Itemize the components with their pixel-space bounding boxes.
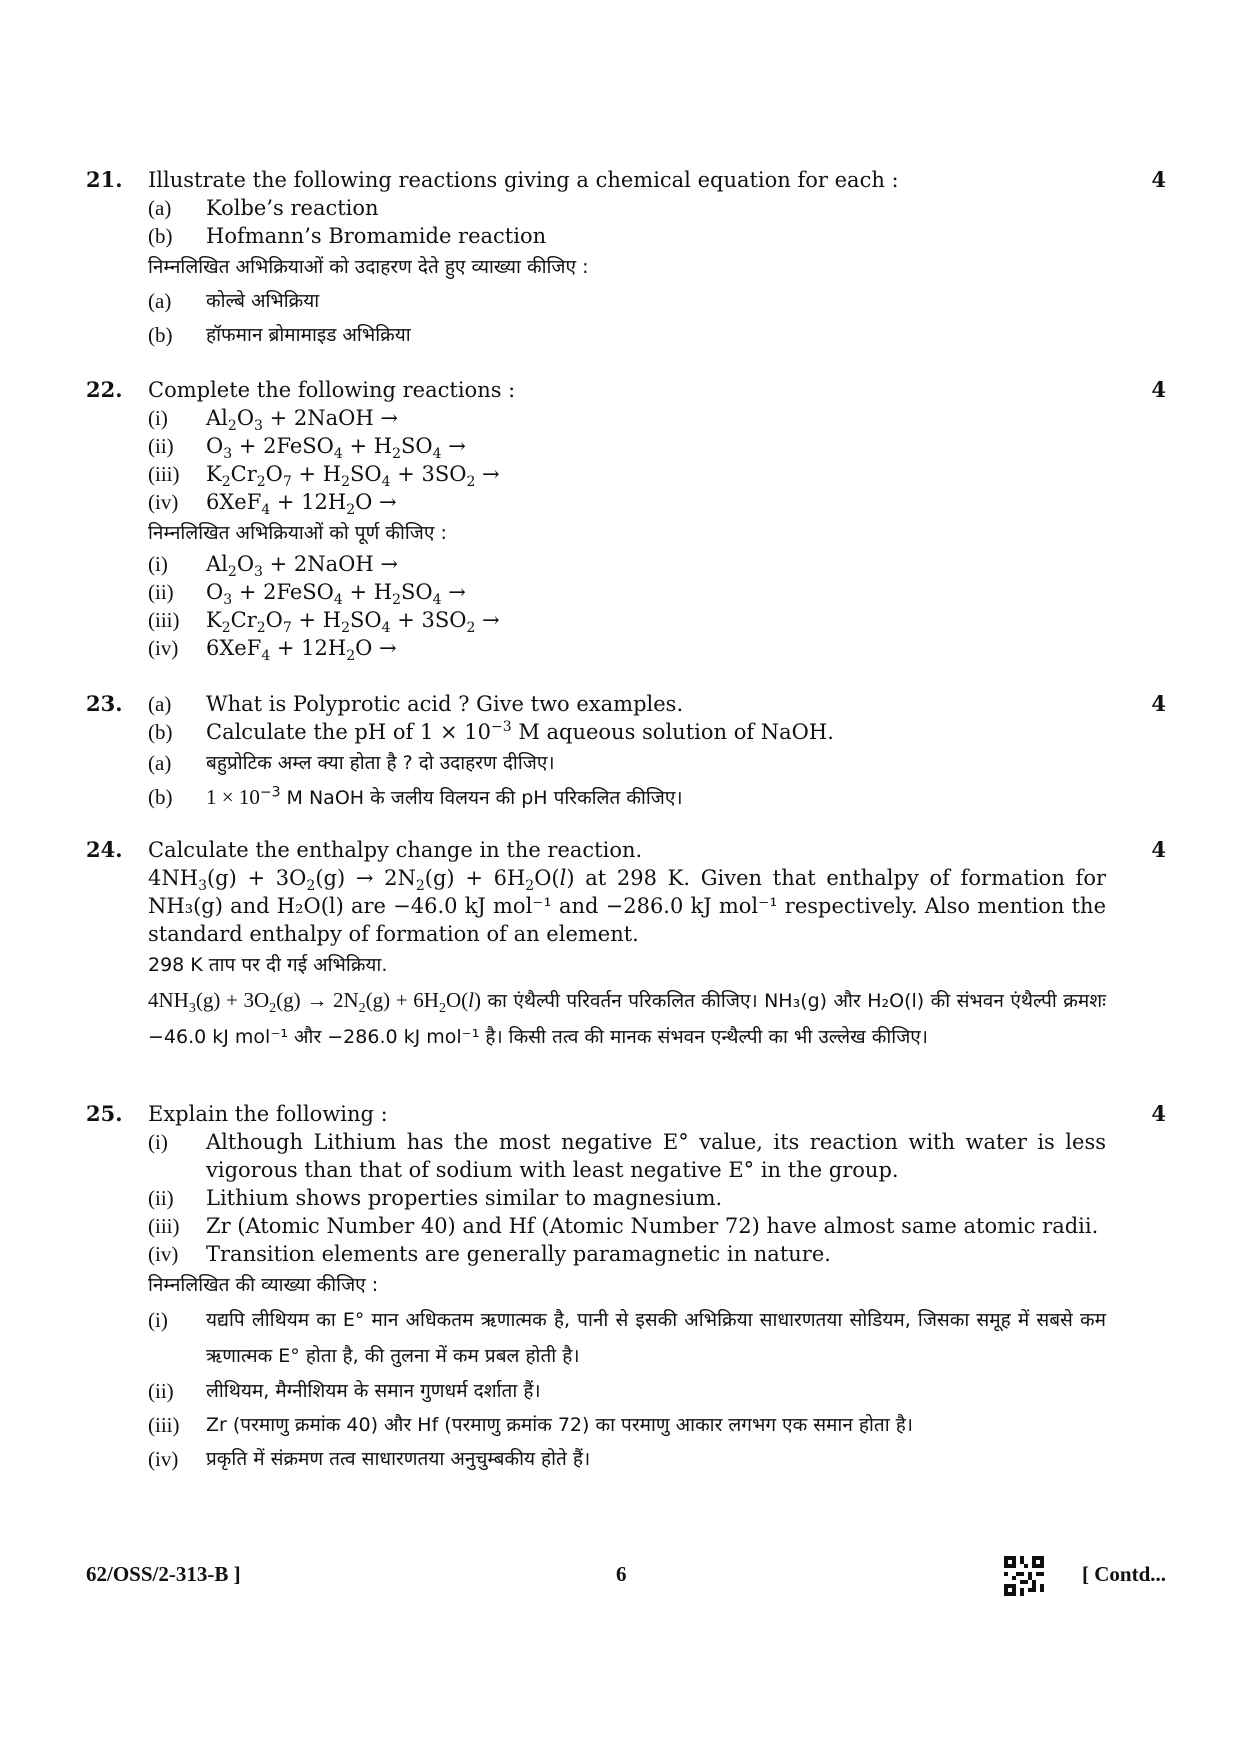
question-number: 21. [86, 167, 123, 192]
sub-item: (b) हॉफमान ब्रोमामाइड अभिक्रिया [148, 323, 411, 347]
question-stem-en: Explain the following : [148, 1102, 388, 1126]
page-footer [86, 1556, 1166, 1596]
continued-label: [ Contd... [1081, 1562, 1166, 1586]
sub-item: (i) Although Lithium has the most negative E° value, its reaction with water is less vigorous than that of sodium with least negative E° in the group. [148, 1130, 1106, 1182]
sub-item: (b) Hofmann’s Bromamide reaction [148, 224, 547, 248]
question-text-hi: $4NH_3(g) + 3O_2(g) \to 2N_2(g) + 6H_2O(l)$ का एंथैल्पी परिवर्तन परिकलित कीजिए। NH₃(g) और H₂O(l) की संभवन एंथैल्पी क्रमशः −46.0 kJ mol⁻¹ और −286.0 kJ mol⁻¹ है। किसी तत्व की मानक संभवन एन्थैल्पी का भी उल्लेख कीजिए। [148, 988, 1107, 1048]
reaction: (ii) $O_3$ + 2FeSO$_4$ + $H_2SO_4$ → [148, 580, 466, 609]
marks: 4 [1151, 1101, 1166, 1126]
question-number: 22. [86, 377, 123, 402]
sub-item: (ii) Lithium shows properties similar to magnesium. [148, 1186, 723, 1210]
page-number: 6 [616, 1562, 627, 1586]
question-text-en: $4NH_3(g) + 3O_2(g) \to 2N_2(g) + 6H_2O(l)$ at 298 K. Given that enthalpy of formation for NH₃(g) and H₂O(l) are −46.0 kJ mol⁻¹ and −286.0 kJ mol⁻¹ respectively. Also mention the standard enthalpy of formation of an element. [148, 866, 1107, 946]
reaction: (ii) $O_3$ + 2FeSO$_4$ + $H_2SO_4$ → [148, 434, 466, 463]
question-stem-hi: निम्नलिखित अभिक्रियाओं को उदाहरण देते हुए व्याख्या कीजिए : [148, 256, 589, 278]
question-stem-en: Calculate the enthalpy change in the reaction. [148, 838, 643, 862]
question-stem-en: Complete the following reactions : [148, 378, 516, 402]
sub-item: (b) Calculate the pH of $1 \times 10^{-3}$ M aqueous solution of NaOH. [148, 719, 834, 744]
reaction: (iii) $K_2Cr_2O_7 + H_2SO_4 + 3SO_2$ → [148, 462, 500, 491]
sub-item: (ii) लीथियम, मैग्नीशियम के समान गुणधर्म दर्शाता हैं। [148, 1379, 541, 1403]
sub-item: (a) What is Polyprotic acid ? Give two examples. [148, 692, 684, 716]
question-number: 24. [86, 837, 123, 862]
marks: 4 [1151, 691, 1166, 716]
reaction: (iv) $6XeF_4 + 12H_2O$ → [148, 636, 397, 665]
sub-item: (a) Kolbe’s reaction [148, 196, 379, 220]
reaction: (iii) $K_2Cr_2O_7 + H_2SO_4 + 3SO_2$ → [148, 608, 500, 637]
sub-item: (iii) Zr (Atomic Number 40) and Hf (Atomic Number 72) have almost same atomic radii. [148, 1214, 1099, 1238]
paper-code: 62/OSS/2-313-B ] [86, 1562, 241, 1586]
reaction: (i) $Al_2O_3$ + 2NaOH → [148, 406, 398, 435]
sub-item: (a) कोल्बे अभिक्रिया [148, 289, 320, 313]
sub-item: (i) यद्यपि लीथियम का E° मान अधिकतम ऋणात्मक है, पानी से इसकी अभिक्रिया साधारणतया सोडियम, जिसका समूह में सबसे कम ऋणात्मक E° होता है, की तुलना में कम प्रबल होती है। [148, 1308, 1106, 1367]
sub-item: (iv) प्रकृति में संक्रमण तत्व साधारणतया अनुचुम्बकीय होते हैं। [148, 1447, 591, 1471]
marks: 4 [1151, 377, 1166, 402]
reaction: (iv) $6XeF_4 + 12H_2O$ → [148, 490, 397, 519]
sub-item: (iv) Transition elements are generally paramagnetic in nature. [148, 1242, 831, 1266]
qr-code-icon [1004, 1556, 1044, 1596]
sub-item: (b) $1 \times 10^{-3}$ M NaOH के जलीय विलयन की pH परिकलित कीजिए। [148, 784, 683, 809]
sub-item: (a) बहुप्रोटिक अम्ल क्या होता है ? दो उदाहरण दीजिए। [148, 751, 555, 775]
marks: 4 [1151, 167, 1166, 192]
question-stem-hi: निम्नलिखित अभिक्रियाओं को पूर्ण कीजिए : [148, 522, 447, 544]
sub-item: (iii) Zr (परमाणु क्रमांक 40) और Hf (परमाणु क्रमांक 72) का परमाणु आकार लगभग एक समान होता है। [148, 1413, 914, 1437]
question-number: 25. [86, 1101, 123, 1126]
question-stem-hi: निम्नलिखित की व्याख्या कीजिए : [148, 1274, 379, 1296]
reaction: (i) $Al_2O_3$ + 2NaOH → [148, 552, 398, 581]
question-stem-hi: 298 K ताप पर दी गई अभिक्रिया. [148, 954, 388, 976]
marks: 4 [1151, 837, 1166, 862]
question-number: 23. [86, 691, 123, 716]
question-stem-en: Illustrate the following reactions giving a chemical equation for each : [148, 168, 899, 192]
